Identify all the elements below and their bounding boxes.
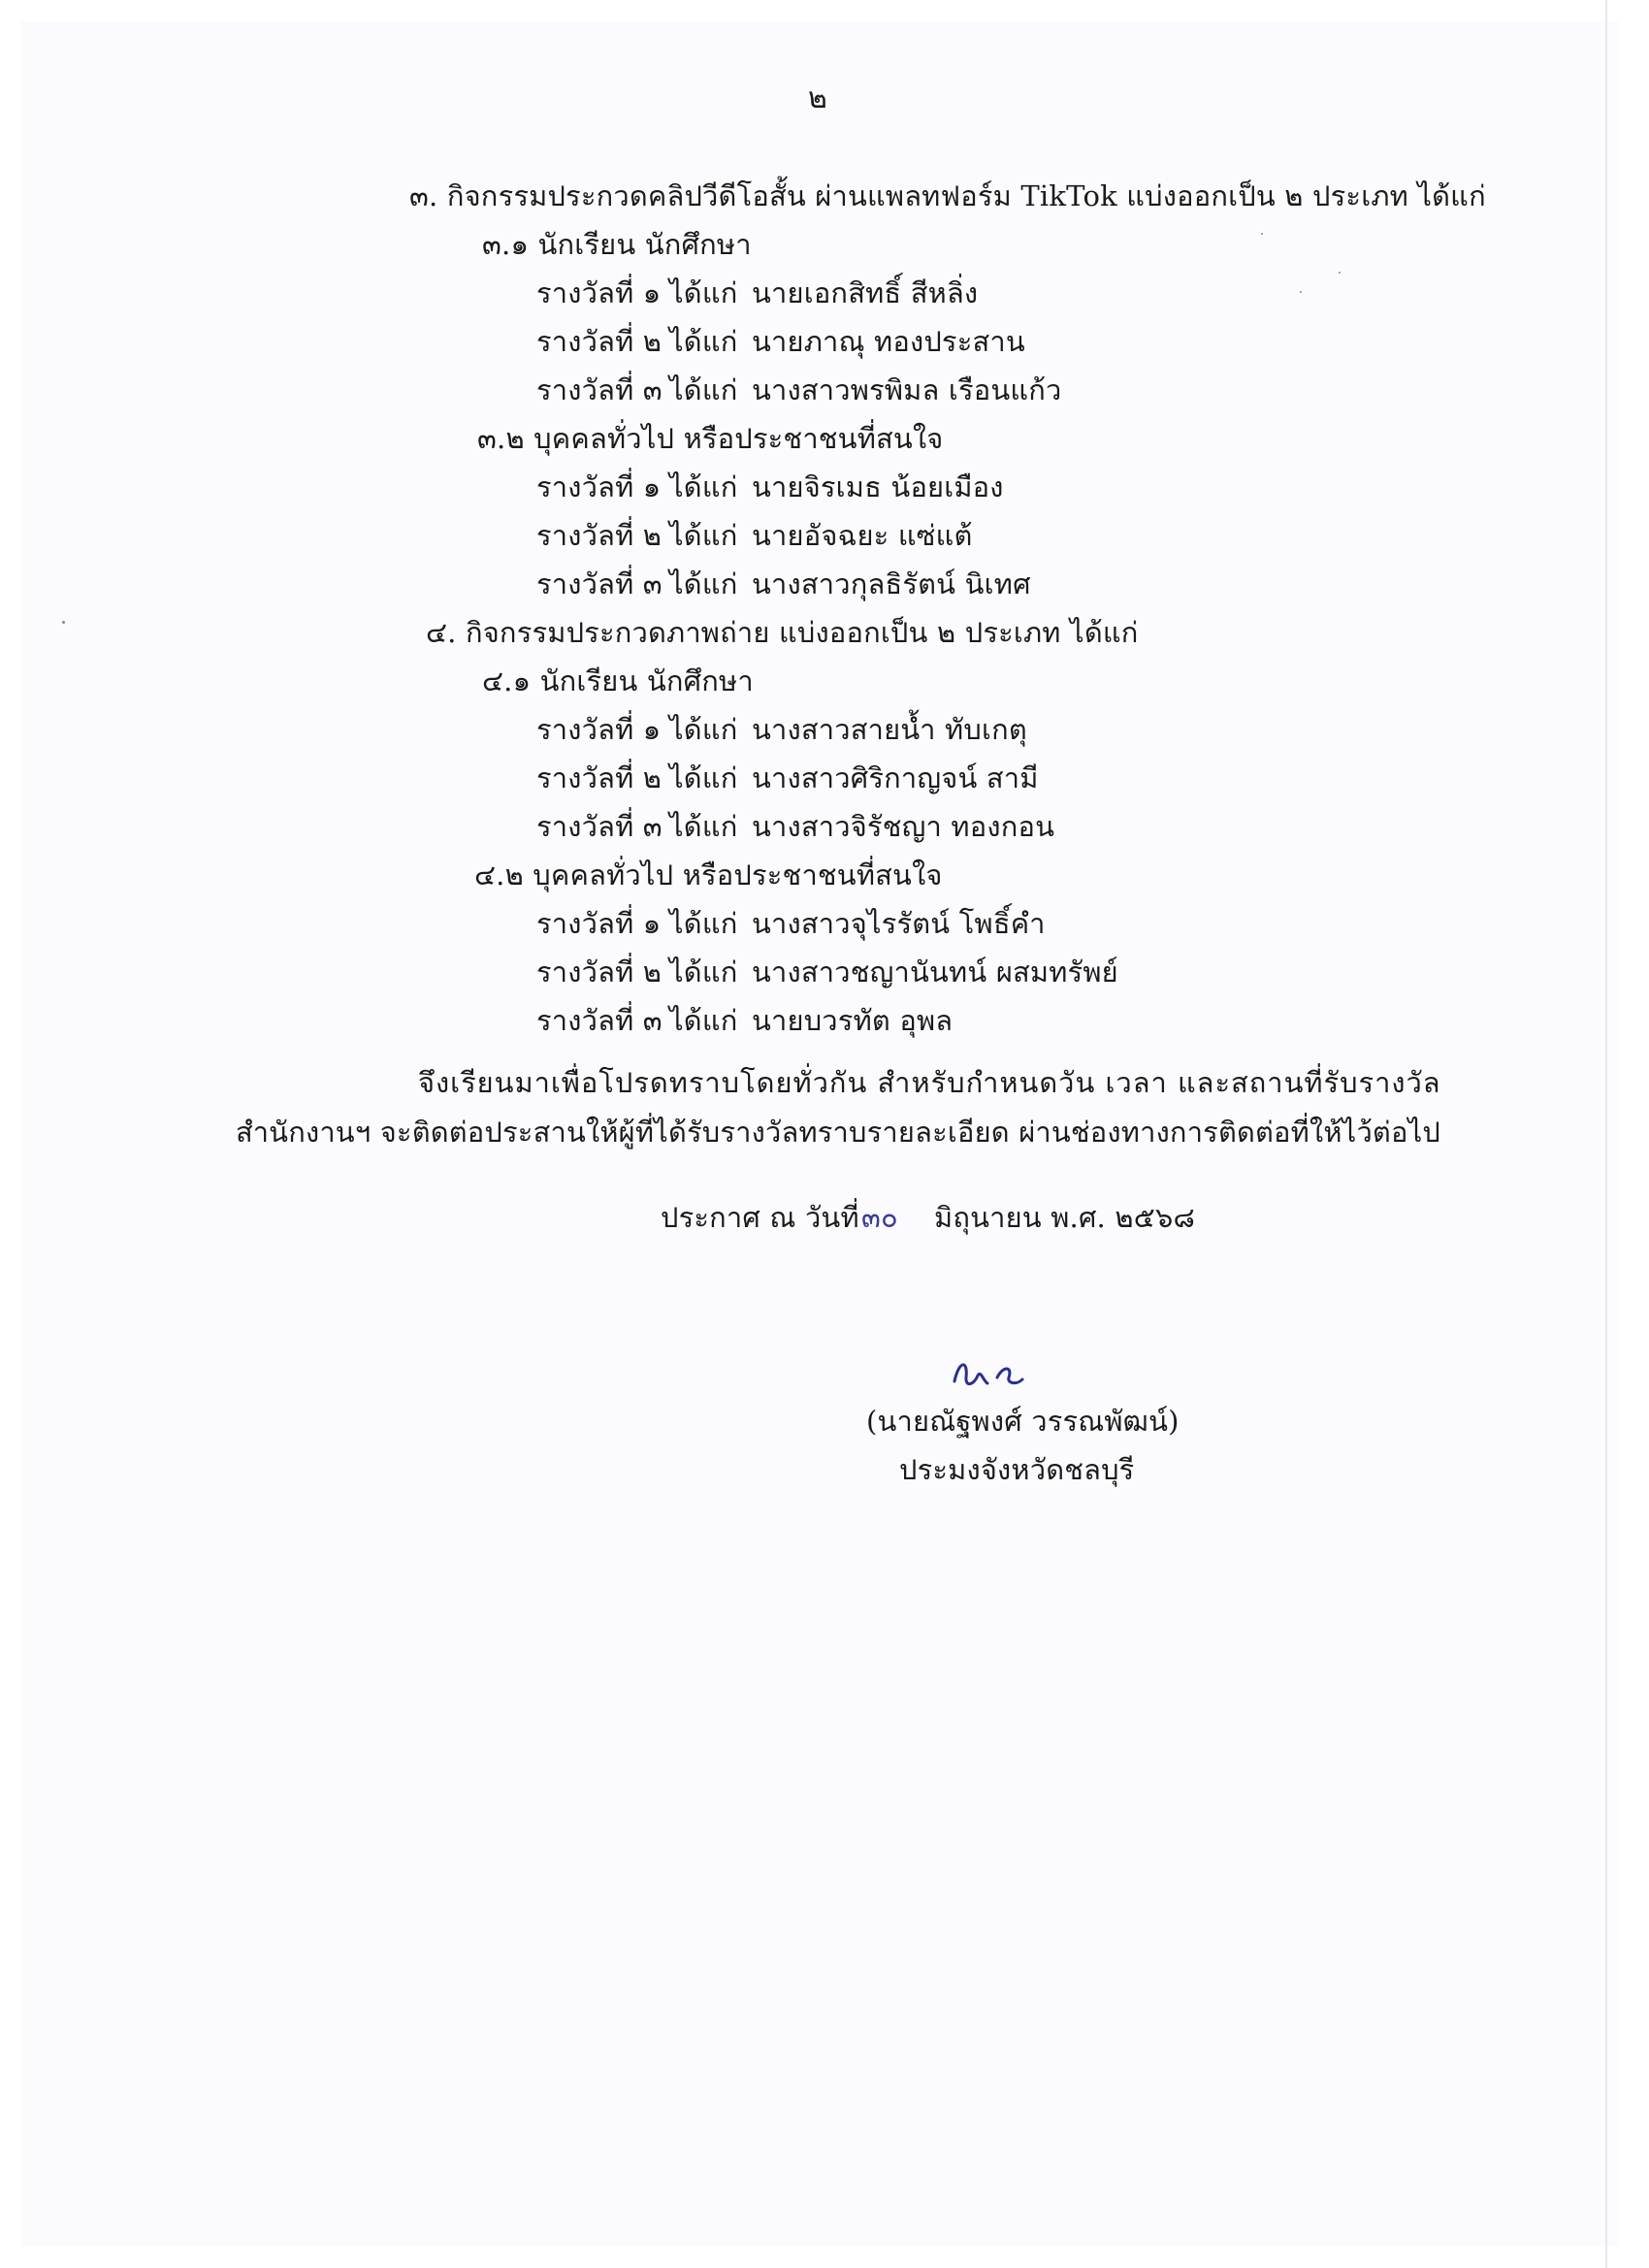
award-prize: รางวัลที่ ๑ [536,276,662,309]
signature-mark [949,1348,1065,1395]
scan-speck [1300,291,1302,293]
group-4-2-title: ๔.๒ บุคคลทั่วไป หรือประชาชนที่สนใจ [474,859,943,891]
award-winner: นางสาวสายน้ำ ทับเกตุ [752,713,1027,746]
award-winner: นางสาวชญานันทน์ ผสมทรัพย์ [752,956,1118,988]
signatory-name: (นายณัฐพงศ์ วรรณพัฒน์) [866,1405,1180,1438]
award-label: ได้แก่ [669,567,738,600]
award-prize: รางวัลที่ ๑ [536,907,662,940]
announcement-prefix: ประกาศ ณ วันที่ [661,1201,859,1234]
award-label: ได้แก่ [669,470,738,503]
award-label: ได้แก่ [669,761,738,794]
award-prize: รางวัลที่ ๒ [536,956,663,988]
award-prize: รางวัลที่ ๑ [536,713,662,746]
closing-line-1: จึงเรียนมาเพื่อโปรดทราบโดยทั่วกัน สำหรับกำหนดวัน เวลา และสถานที่รับรางวัล [418,1066,1441,1099]
award-prize: รางวัลที่ ๑ [536,470,662,503]
award-winner: นางสาวจิรัชญา ทองกอน [752,810,1055,843]
award-winner: นายภาณุ ทองประสาน [752,325,1025,358]
scan-speck [1261,233,1263,235]
award-prize: รางวัลที่ ๒ [536,761,663,794]
award-winner: นายบวรทัต อุพล [752,1004,954,1037]
award-winner: นายเอกสิทธิ์ สีหลิ่ง [752,276,979,309]
award-prize: รางวัลที่ ๓ [536,1004,663,1037]
scan-speck [62,621,65,624]
award-winner: นางสาวศิริกาญจน์ สามี [752,761,1039,794]
closing-line-2: สำนักงานฯ จะติดต่อประสานให้ผู้ที่ได้รับรางวัลทราบรายละเอียด ผ่านช่องทางการติดต่อที่ให้ไว้ต่อไป [236,1116,1440,1149]
award-winner: นางสาวกุลธิรัตน์ นิเทศ [752,567,1031,600]
award-label: ได้แก่ [669,907,738,940]
section-3-heading: ๓. กิจกรรมประกวดคลิปวีดีโอสั้น ผ่านแพลทฟอร์ม TikTok แบ่งออกเป็น ๒ ประเภท ได้แก่ [409,179,1486,212]
award-winner: นายจิรเมธ น้อยเมือง [752,470,1004,503]
announcement-day: ๓๐ [861,1201,898,1234]
award-prize: รางวัลที่ ๓ [536,567,663,600]
award-prize: รางวัลที่ ๓ [536,373,663,406]
page-number: ๒ [808,81,827,115]
award-label: ได้แก่ [669,1004,738,1037]
award-prize: รางวัลที่ ๒ [536,519,663,552]
award-prize: รางวัลที่ ๓ [536,810,663,843]
signatory-position: ประมงจังหวัดชลบุรี [899,1453,1135,1486]
award-label: ได้แก่ [669,276,738,309]
award-winner: นางสาวพรพิมล เรือนแก้ว [752,373,1062,406]
announcement-month-year: มิถุนายน พ.ศ. ๒๕๖๘ [934,1201,1196,1234]
award-label: ได้แก่ [669,956,738,988]
group-3-2-title: ๓.๒ บุคคลทั่วไป หรือประชาชนที่สนใจ [477,422,944,455]
award-label: ได้แก่ [669,373,738,406]
group-4-1-title: ๔.๑ นักเรียน นักศึกษา [482,664,754,697]
award-label: ได้แก่ [669,519,738,552]
award-label: ได้แก่ [669,325,738,358]
scan-speck [1339,272,1341,274]
section-4-heading: ๔. กิจกรรมประกวดภาพถ่าย แบ่งออกเป็น ๒ ประเภท ได้แก่ [426,616,1139,649]
group-3-1-title: ๓.๑ นักเรียน นักศึกษา [482,228,752,261]
award-winner: นางสาวจุไรรัตน์ โพธิ์คำ [752,907,1046,940]
award-label: ได้แก่ [669,810,738,843]
award-prize: รางวัลที่ ๒ [536,325,663,358]
award-winner: นายอัจฉยะ แซ่แต้ [752,519,973,552]
page-edge [1605,0,1607,2268]
award-label: ได้แก่ [669,713,738,746]
